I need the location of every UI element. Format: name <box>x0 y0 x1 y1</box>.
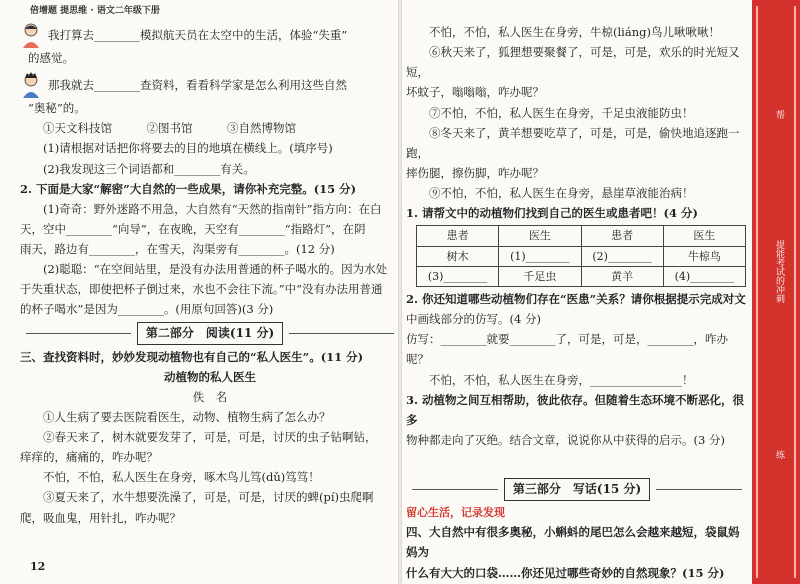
r-para-5: ⑨不怕，不怕，私人医生在身旁，悬崖草液能治病！ <box>429 186 694 200</box>
options: ①天文科技馆 ②图书馆 ③自然博物馆 <box>43 121 296 136</box>
question-2: (2)我发现这三个词语都和________有关。 <box>43 161 255 176</box>
task-2-line-e: 于失重状态，即使把杯子倒过来，水也不会往下流。”中“没有办法用普通 <box>20 282 383 297</box>
doctor-patient-table <box>416 225 746 287</box>
side-tab-bottom: 练 <box>774 450 784 459</box>
table-header: 患者 <box>581 226 663 246</box>
r-question-1: 1. 请帮文中的动植物们找到自己的医生或患者吧！(4 分) <box>406 206 698 221</box>
boy-avatar-icon <box>20 72 42 98</box>
dialogue-2 <box>20 72 400 98</box>
para-4a: ③夏天来了，水牛想要洗澡了，可是，可是，讨厌的蜱(pí)虫爬啊 <box>43 490 374 505</box>
girl-avatar-icon <box>20 22 42 48</box>
r-para-4: ⑧冬天来了，黄羊想要吃草了，可是，可是，偷快地追逐跑一跑， <box>406 125 740 160</box>
part-3-heading <box>406 478 748 501</box>
task-2-line-d: (2)聪聪：“在空间站里，是没有办法用普通的杯子喝水的。因为水处 <box>43 262 388 277</box>
table-row <box>417 246 746 266</box>
left-column <box>20 22 400 528</box>
article-title: 动植物的私人医生 <box>164 369 256 384</box>
task-2-line-c: 雨天，路边有________，在雪天，沟渠旁有________。(12 分) <box>20 242 335 256</box>
dialogue-1-cont: 的感觉。 <box>28 51 74 65</box>
para-3: 不怕，不怕，私人医生在身旁，啄木鸟儿笃(dǔ)笃笃！ <box>43 470 320 485</box>
table-cell-blank[interactable]: (3)________ <box>417 266 499 286</box>
task-4b: 什么有大大的口袋……你还见过哪些奇妙的自然现象？(15 分) <box>406 565 725 580</box>
table-cell: 千足虫 <box>499 266 581 286</box>
para-2b: 痒痒的，痛痛的，咋办呢？ <box>20 450 158 465</box>
part-3-title: 第三部分 写话(15 分) <box>504 478 650 501</box>
task-2-line-a: (1)奇奇：野外迷路不用急，大自然有“天然的指南针”指方向：在白 <box>43 201 382 216</box>
table-header-row <box>417 226 746 246</box>
dialogue-1-text: 我打算去________模拟航天员在太空中的生活，体验“失重” <box>48 27 348 42</box>
r-para-3: ⑦不怕，不怕，私人医生在身旁，千足虫液能防虫！ <box>429 105 694 120</box>
dialogue-1 <box>20 22 400 48</box>
task-2-line-f: 的杯子喝水”是因为________。(用原句回答)(3 分) <box>20 302 274 317</box>
dialogue-2-text: 那我就去________查资料，看看科学家是怎么利用这些自然 <box>48 78 347 93</box>
writing-tip: 留心生活，记录发现 <box>406 506 505 519</box>
table-cell-blank[interactable]: (1)________ <box>499 246 581 266</box>
table-cell: 牛椋鸟 <box>663 246 745 266</box>
page-header: 倍增题 提思维 · 语文二年级下册 <box>30 6 160 16</box>
para-2a: ②春天来了，树木就要发芽了，可是，可是，讨厌的虫子钻啊钻， <box>43 430 377 444</box>
part-2-title: 第二部分 阅读(11 分) <box>137 322 283 345</box>
right-column <box>400 22 748 584</box>
page-number: 12 <box>30 560 46 573</box>
r-question-2a: 2. 你还知道哪些动植物们存在“医患”关系？请你根据提示完成对文 <box>406 292 746 306</box>
table-cell-blank[interactable]: (4)________ <box>663 266 745 286</box>
side-tab-mid: 提能考试的冲刺 <box>774 240 784 303</box>
imitate-line-2[interactable]: 不怕，不怕，私人医生在身旁，________________！ <box>429 372 694 387</box>
dialogue-2-cont: “奥秘”的。 <box>28 101 86 116</box>
question-1: (1)请根据对话把你将要去的目的地填在横线上。(填序号) <box>43 141 333 156</box>
task-2: 2. 下面是大家“解密”大自然的一些成果，请你补充完整。(15 分) <box>20 181 357 196</box>
para-1: ①人生病了要去医院看医生，动物、植物生病了怎么办？ <box>43 409 331 424</box>
table-row <box>417 266 746 286</box>
table-cell: 黄羊 <box>581 266 663 286</box>
part-2-heading <box>20 322 400 345</box>
r-para-4b: 摔伤腿，擦伤脚，咋办呢？ <box>406 165 544 180</box>
r-question-2b: 中画线部分的仿写。(4 分) <box>406 312 541 327</box>
table-header: 医生 <box>663 226 745 246</box>
table-header: 医生 <box>499 226 581 246</box>
article-author: 佚 名 <box>192 389 228 404</box>
r-question-3a: 3. 动植物之间互相帮助，彼此依存。但随着生态环境不断恶化，很多 <box>406 392 745 427</box>
r-para-2: ⑥秋天来了，狐狸想要聚餐了，可是，可是，欢乐的时光短又短， <box>406 45 740 80</box>
table-cell-blank[interactable]: (2)________ <box>581 246 663 266</box>
r-para-2b: 坏蚊子，嗡嗡嗡，咋办呢？ <box>406 85 544 100</box>
task-2-line-b: 天，空中________“向导”，在夜晚，天空有________“指路灯”，在阴 <box>20 221 366 236</box>
para-4b: 爬，吸血鬼，用针扎，咋办呢？ <box>20 510 181 525</box>
task-3: 三、查找资料时，妙妙发现动植物也有自己的“私人医生”。(11 分) <box>20 349 364 364</box>
side-tab-bar <box>752 0 800 584</box>
task-4a: 四、大自然中有很多奥秘，小蝌蚪的尾巴怎么会越来越短，袋鼠妈妈为 <box>406 525 740 560</box>
imitate-line[interactable]: 仿写：________就要________了，可是，可是，________，咋办呢？ <box>406 332 728 367</box>
table-header: 患者 <box>417 226 499 246</box>
table-cell: 树木 <box>417 246 499 266</box>
side-tab-top: 帮 <box>774 110 784 119</box>
r-question-3b: 物种都走向了灭绝。结合文章，说说你从中获得的启示。(3 分) <box>406 432 725 447</box>
r-para-1: 不怕，不怕，私人医生在身旁，牛椋(liáng)鸟儿啾啾啾！ <box>429 25 720 39</box>
